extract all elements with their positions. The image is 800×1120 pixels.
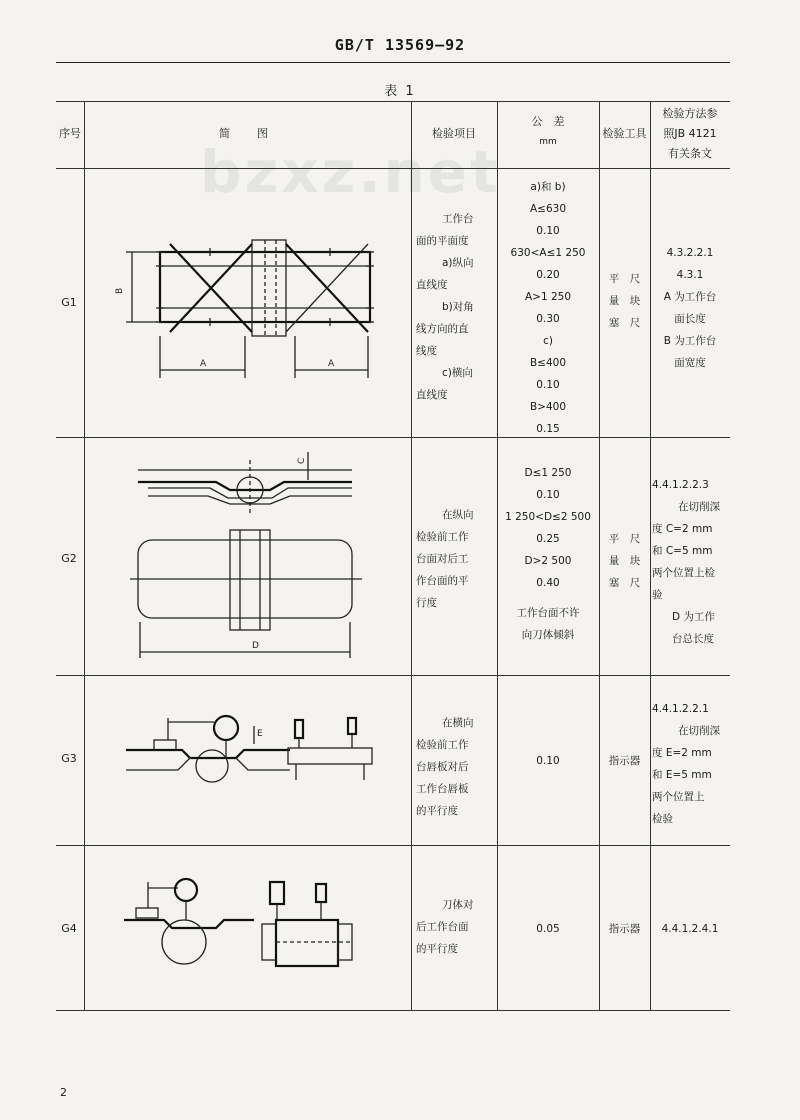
g1-tool: 平 尺 量 块 塞 尺	[608, 273, 641, 329]
dimension-label: E	[257, 729, 263, 739]
dimension-label: A	[200, 359, 207, 369]
g2-item: 在纵向 检验前工作 台面对后工 作台面的平 行度	[416, 509, 474, 609]
col-header-tool: 检验工具	[602, 127, 647, 140]
row-number: G2	[61, 552, 77, 565]
tolerance-title: 公 差	[531, 115, 565, 128]
row-number: G3	[61, 752, 77, 765]
g4-diagram	[120, 872, 360, 977]
row-number: G1	[61, 296, 77, 309]
g3-tool: 指示器	[608, 755, 641, 767]
g3-diagram	[120, 708, 380, 818]
g1-ref: 4.3.2.2.1 4.3.1 A 为工作台 面长度 B 为工作台 面宽度	[663, 247, 717, 369]
g2-diagram	[120, 452, 380, 666]
col-header-diagram: 简 图	[219, 127, 276, 140]
dimension-label: A	[328, 359, 335, 369]
ref-line: 检验方法参	[662, 107, 718, 120]
g4-tolerance: 0.05	[536, 923, 560, 935]
g1-diagram	[110, 232, 400, 382]
table-caption: 表 1	[384, 84, 416, 99]
g2-tolerance: D≤1 250 0.10 1 250<D≤2 500 0.25 D>2 500 0.40 工作台面不许 向刀体倾斜	[505, 467, 591, 641]
g3-ref: 4.4.1.2.2.1 在切削深 度 E=2 mm 和 E=5 mm 两个位置上 检验	[652, 703, 720, 825]
g2-ref: 4.4.1.2.2.3 在切削深 度 C=2 mm 和 C=5 mm 两个位置上检 验 D 为工作 台总长度	[652, 479, 720, 645]
col-header-no: 序号	[59, 127, 81, 140]
dimension-label: B	[115, 287, 125, 294]
dimension-label: C	[297, 457, 307, 464]
col-header-ref	[650, 104, 730, 164]
ref-line: 有关条文	[668, 147, 712, 160]
g4-item: 刀体对 后工作台面 的平行度	[416, 899, 474, 955]
g1-tolerance: a)和 b) A≤630 0.10 630<A≤1 250 0.20 A>1 250 0.30 c) B≤400 0.10 B>400 0.15	[510, 181, 586, 435]
page-number: 2	[60, 1086, 67, 1099]
g4-ref: 4.4.1.2.4.1	[661, 923, 719, 935]
watermark: bzxz.net	[200, 138, 501, 206]
row-number: G4	[61, 922, 77, 935]
standard-number: GB/T 13569—92	[334, 36, 466, 54]
col-header-tolerance	[497, 112, 599, 152]
dimension-label: D	[252, 641, 259, 651]
g2-tool: 平 尺 量 块 塞 尺	[608, 533, 641, 589]
g4-tool: 指示器	[608, 923, 641, 935]
g1-item: 工作台 面的平面度 a)纵向 直线度 b)对角 线方向的直 线度 c)横向 直线度	[416, 213, 474, 401]
ref-line: 照JB 4121	[663, 127, 717, 140]
g3-tolerance: 0.10	[536, 755, 560, 767]
tolerance-unit: mm	[539, 137, 557, 147]
g3-item: 在横向 检验前工作 台唇板对后 工作台唇板 的平行度	[416, 717, 474, 817]
col-header-item: 检验项目	[432, 127, 476, 140]
